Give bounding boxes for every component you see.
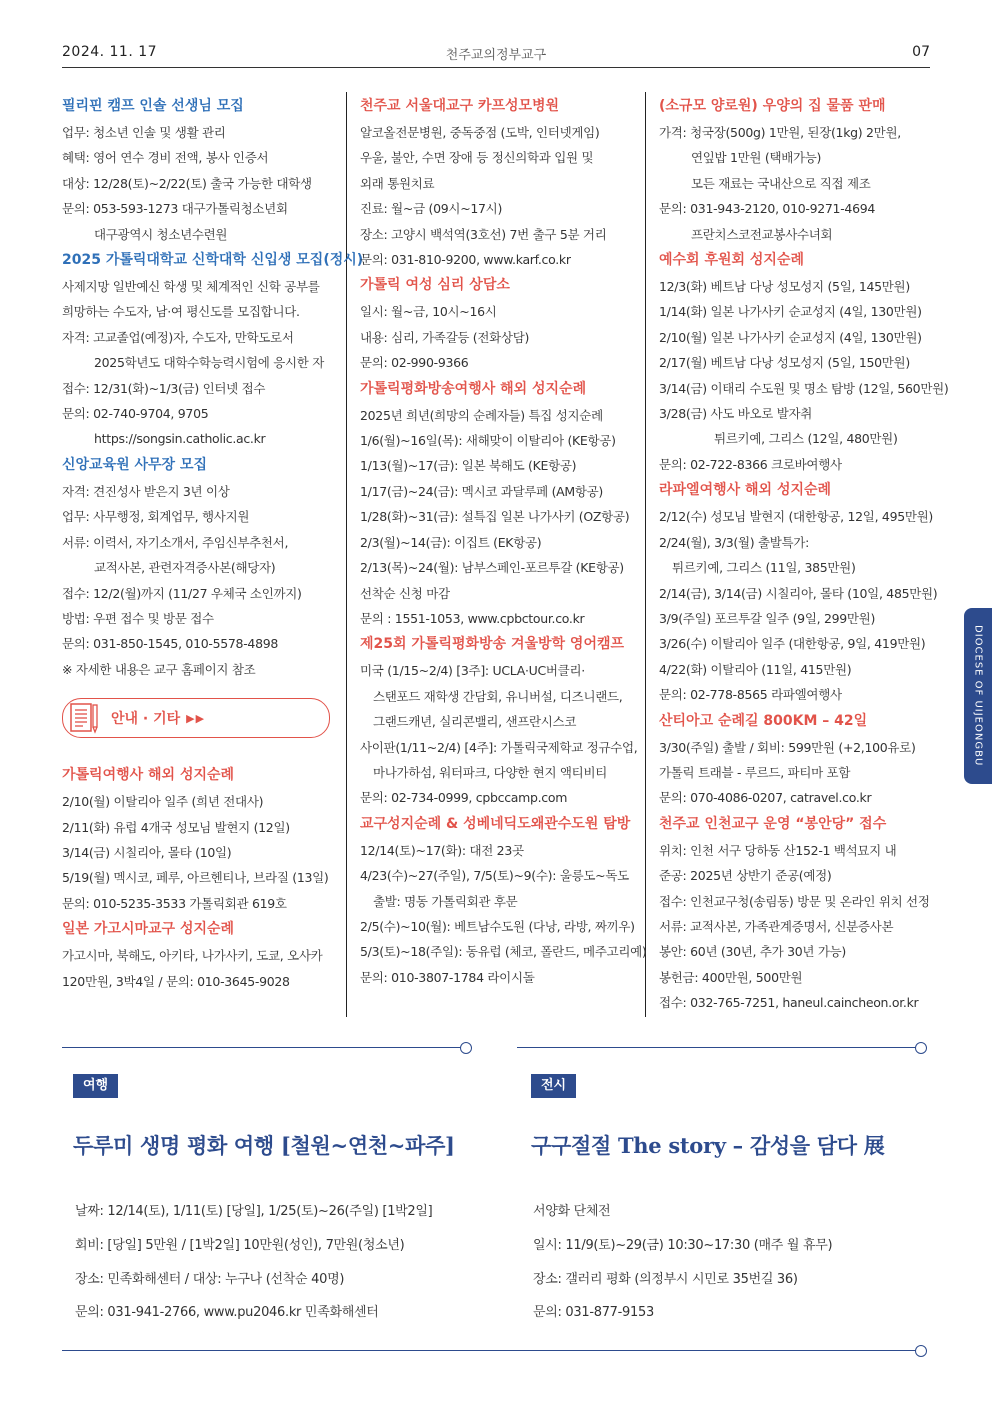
text-line: 서양화 단체전 xyxy=(533,1204,611,1219)
text-line: 사이판(1/11~2/4) [4주]: 가톨릭국제학교 정규수업, xyxy=(360,739,638,755)
text-line: 자격: 견진성사 받은지 3년 이상 xyxy=(62,483,230,499)
divider-dot xyxy=(915,1345,927,1357)
diocese-side-tab xyxy=(964,608,992,784)
text-line: 120만원, 3박4일 / 문의: 010-3645-9028 xyxy=(62,973,290,989)
section-seminary-admission xyxy=(62,249,364,452)
text-line: 3/30(주일) 출발 / 회비: 599만원 (+2,100유로) xyxy=(659,739,916,755)
text-line: 위치: 인천 서구 당하동 산152-1 백석묘지 내 xyxy=(659,842,897,858)
divider-dot xyxy=(915,1042,927,1054)
text-line: 연잎밥 1만원 (택배가능) xyxy=(691,150,822,166)
section-title: 가톨릭 여성 심리 상담소 xyxy=(360,277,510,294)
section-divider xyxy=(62,1047,462,1048)
section-title: 천주교 인천교구 운영 “봉안당” 접수 xyxy=(659,815,887,832)
text-line: 문의: 070-4086-0207, catravel.co.kr xyxy=(659,790,872,806)
section-kagoshima xyxy=(62,918,340,994)
text-line: 가격: 청국장(500g) 1만원, 된장(1kg) 2만원, xyxy=(659,125,901,140)
issue-date: 2024. 11. 17 xyxy=(62,44,158,60)
text-line: 1/17(금)~24(금): 멕시코 과달루페 (AM항공) xyxy=(360,483,604,499)
text-line: 12/3(화) 베트남 다낭 성모성지 (5일, 145만원) xyxy=(659,279,910,295)
section-title: 천주교 서울대교구 카프성모병원 xyxy=(360,98,560,114)
text-line: 미국 (1/15~2/4) [3주]: UCLA·UC버클리· xyxy=(360,663,585,679)
text-line: 선착순 신청 마감 xyxy=(360,585,450,601)
section-english-camp xyxy=(360,633,636,810)
text-line: 업무: 사무행정, 회계업무, 행사지원 xyxy=(62,509,250,525)
text-line: 문의: 010-3807-1784 라이시돌 xyxy=(360,969,535,985)
text-line: 서류: 교적사본, 가족관계증명서, 신분증사본 xyxy=(659,918,894,934)
text-line: 대구광역시 청소년수련원 xyxy=(94,226,228,242)
text-line: 문의: 02-778-8565 라파엘여행사 xyxy=(659,687,842,703)
text-line: 2025년 희년(희망의 순례자들) 특집 성지순례 xyxy=(360,407,603,423)
text-line: 그랜드캐년, 실리콘밸리, 샌프란시스코 xyxy=(373,714,577,730)
text-line: ※ 자세한 내용은 교구 홈페이지 참조 xyxy=(62,661,256,677)
section-counseling xyxy=(360,274,636,375)
section-title: 신앙교육원 사무장 모집 xyxy=(62,456,207,473)
text-line: 자격: 고교졸업(예정)자, 수도자, 만학도로서 xyxy=(62,329,294,345)
text-line: 문의 : 1551-1053, www.cpbctour.co.kr xyxy=(360,610,585,626)
text-line: 문의: 053-593-1273 대구가톨릭청소년회 xyxy=(62,201,288,217)
publication-title: 천주교의정부교구 xyxy=(445,48,547,63)
text-line: 가톨릭 트래블 - 루르드, 파티마 포함 xyxy=(659,764,851,780)
document-icon xyxy=(65,699,103,737)
exhibit-title: 구구절절 The story – 감성을 담다 展 xyxy=(531,1133,885,1158)
text-line: 봉안: 60년 (30년, 추가 30년 가능) xyxy=(659,944,846,960)
divider-dot xyxy=(460,1042,472,1054)
text-line: 문의: 031-941-2766, www.pu2046.kr 민족화해센터 xyxy=(75,1305,379,1320)
text-line: 대상: 12/28(토)~2/22(토) 출국 가능한 대학생 xyxy=(62,175,312,191)
text-line: 3/26(수) 이탈리아 일주 (대한항공, 9일, 419만원) xyxy=(659,636,926,652)
section-title: 교구성지순례 & 성베네딕도왜관수도원 탐방 xyxy=(360,815,631,832)
text-line: 알코올전문병원, 중독중점 (도박, 인터넷게임) xyxy=(360,125,600,140)
text-line: 2/24(월), 3/3(월) 출발특가: xyxy=(659,534,809,550)
text-line: 1/28(화)~31(금): 설특집 일본 나가사키 (OZ항공) xyxy=(360,509,630,525)
text-line: 2/11(화) 유럽 4개국 성모님 발현지 (12일) xyxy=(62,819,290,835)
section-raphael-travel xyxy=(659,479,937,707)
text-line: 교적사본, 관련자격증사본(해당자) xyxy=(94,560,276,576)
notice-banner xyxy=(62,698,330,738)
text-line: 접수: 12/31(화)~1/3(금) 인터넷 접수 xyxy=(62,380,266,396)
notice-label: 안내 · 기타 xyxy=(111,711,181,728)
text-line: 문의: 02-722-8366 크로바여행사 xyxy=(659,456,842,472)
section-faith-education xyxy=(62,454,340,682)
travel-title: 두루미 생명 평화 여행 [철원~연천~파주] xyxy=(73,1133,455,1158)
text-line: 튀르키예, 그리스 (11일, 385만원) xyxy=(672,560,856,576)
text-line: 장소: 민족화해센터 / 대상: 누구나 (선착순 40명) xyxy=(75,1272,345,1287)
text-line: 4/23(수)~27(주일), 7/5(토)~9(수): 울릉도~독도 xyxy=(360,868,629,884)
page-number: 07 xyxy=(912,44,930,60)
text-line: 접수: 인천교구청(송림동) 방문 및 온라인 위치 선정 xyxy=(659,893,930,909)
text-line: 날짜: 12/14(토), 1/11(토) [당일], 1/25(토)~26(주일) [1박2일] xyxy=(75,1204,433,1219)
section-jesuit-pilgrimage xyxy=(659,249,949,477)
text-line: 1/6(월)~16일(목): 새해맞이 이탈리아 (KE항공) xyxy=(360,433,616,449)
text-line: 봉헌금: 400만원, 500만원 xyxy=(659,969,803,985)
section-santiago xyxy=(659,710,937,811)
footer-divider xyxy=(62,1350,916,1351)
text-line: 업무: 청소년 인솔 및 생활 관리 xyxy=(62,125,226,140)
section-title: 라파엘여행사 해외 성지순례 xyxy=(659,482,832,499)
header-rule xyxy=(62,67,930,68)
text-line: 우울, 불안, 수면 장애 등 정신의학과 입원 및 xyxy=(360,150,594,166)
text-line: 2/10(월) 이탈리아 일주 (희년 전대사) xyxy=(62,794,264,810)
text-line: 2/14(금), 3/14(금) 시칠리아, 몰타 (10일, 485만원) xyxy=(659,585,938,601)
section-incheon-columbarium xyxy=(659,813,937,1016)
text-line: 장소: 갤러리 평화 (의정부시 시민로 35번길 36) xyxy=(533,1272,798,1287)
section-philippine-camp xyxy=(62,95,340,247)
text-line: 희망하는 수도자, 남·여 평신도를 모집합니다. xyxy=(62,304,300,320)
section-title: 가톨릭평화방송여행사 해외 성지순례 xyxy=(360,380,587,397)
website-link[interactable]: https://songsin.catholic.ac.kr xyxy=(94,431,266,447)
text-line: 마나가하섬, 워터파크, 다양한 현지 액티비티 xyxy=(373,764,607,780)
section-karf-hospital xyxy=(360,95,636,272)
text-line: 2/13(목)~24(월): 남부스페인-포르투갈 (KE항공) xyxy=(360,560,624,576)
text-line: 3/14(금) 시칠리아, 몰타 (10일) xyxy=(62,844,232,860)
text-line: 문의: 031-877-9153 xyxy=(533,1305,654,1320)
text-line: 혜택: 영어 연수 경비 전액, 봉사 인증서 xyxy=(62,150,269,166)
text-line: 준공: 2025년 상반기 준공(예정) xyxy=(659,868,832,884)
text-line: 1/14(화) 일본 나가사키 순교성지 (4일, 130만원) xyxy=(659,304,922,320)
text-line: 2/10(월) 일본 나가사키 순교성지 (4일, 130만원) xyxy=(659,329,922,345)
text-line: 2/5(수)~10(월): 베트남수도원 (다낭, 라방, 짜끼우) xyxy=(360,918,635,934)
section-title: 산티아고 순례길 800KM – 42일 xyxy=(659,712,868,729)
category-badge-exhibit: 전시 xyxy=(531,1074,576,1098)
text-line: 장소: 고양시 백석역(3호선) 7번 출구 5분 거리 xyxy=(360,226,607,242)
text-line: 튀르키예, 그리스 (12일, 480만원) xyxy=(714,431,898,447)
section-divider xyxy=(517,1047,917,1048)
text-line: 문의: 010-5235-3533 가톨릭회관 619호 xyxy=(62,895,287,911)
text-line: 3/14(금) 이태리 수도원 및 명소 탐방 (12일, 560만원) xyxy=(659,380,949,396)
text-line: 1/13(월)~17(금): 일본 북해도 (KE항공) xyxy=(360,458,577,474)
category-badge-travel: 여행 xyxy=(73,1074,118,1098)
text-line: 일시: 11/9(토)~29(금) 10:30~17:30 (매주 월 휴무) xyxy=(533,1238,833,1253)
text-line: 사제지망 일반예신 학생 및 체계적인 신학 공부를 xyxy=(62,279,320,295)
section-title: 가톨릭여행사 해외 성지순례 xyxy=(62,767,235,784)
text-line: 모든 재료는 국내산으로 직접 제조 xyxy=(691,175,871,191)
text-line: 문의: 031-943-2120, 010-9271-4694 xyxy=(659,201,876,217)
text-line: 가고시마, 북해도, 아키타, 나가사키, 도쿄, 오사카 xyxy=(62,948,323,964)
text-line: 2/17(월) 베트남 다낭 성모성지 (5일, 150만원) xyxy=(659,355,910,371)
section-diocese-pilgrimage xyxy=(360,813,647,990)
text-line: 문의: 02-740-9704, 9705 xyxy=(62,406,209,422)
section-title: 일본 가고시마교구 성지순례 xyxy=(62,921,235,938)
text-line: 3/28(금) 사도 바오로 발자취 xyxy=(659,406,813,422)
text-line: 서류: 이력서, 자기소개서, 주임신부추천서, xyxy=(62,534,289,550)
text-line: 3/9(주일) 포르투갈 일주 (9일, 299만원) xyxy=(659,610,876,626)
text-line: 문의: 02-734-0999, cpbccamp.com xyxy=(360,790,568,806)
text-line: 내용: 심리, 가족갈등 (전화상담) xyxy=(360,329,530,345)
column-1 xyxy=(62,95,364,996)
section-title: 2025 가톨릭대학교 신학대학 신입생 모집(정시) xyxy=(62,252,364,269)
arrow-icon: ▶▶ xyxy=(186,711,206,725)
section-title: 필리핀 캠프 인솔 선생님 모집 xyxy=(62,98,244,114)
page-header xyxy=(62,44,930,66)
text-line: 문의: 031-850-1545, 010-5578-4898 xyxy=(62,636,279,652)
section-title: 예수회 후원회 성지순례 xyxy=(659,252,804,269)
text-line: 5/19(월) 멕시코, 페루, 아르헨티나, 브라질 (13일) xyxy=(62,870,329,886)
column-divider xyxy=(645,92,646,1017)
section-title: 제25회 가톨릭평화방송 겨울방학 영어캠프 xyxy=(360,636,625,653)
section-cpbc-tour xyxy=(360,378,636,632)
section-title: (소규모 양로원) 우양의 집 물품 판매 xyxy=(659,98,886,114)
column-divider xyxy=(346,92,347,1017)
text-line: 프란치스코전교봉사수녀회 xyxy=(691,226,833,242)
text-line: 방법: 우편 접수 및 방문 접수 xyxy=(62,610,214,626)
section-catholic-travel xyxy=(62,764,340,916)
text-line: 진료: 월~금 (09시~17시) xyxy=(360,201,503,217)
text-line: 일시: 월~금, 10시~16시 xyxy=(360,304,497,320)
text-line: 스탠포드 재학생 간담회, 유니버설, 디즈니랜드, xyxy=(373,688,623,704)
text-line: 4/22(화) 이탈리아 (11일, 415만원) xyxy=(659,661,852,677)
text-line: 외래 통원치료 xyxy=(360,175,435,191)
section-uyang-house xyxy=(659,95,937,247)
text-line: 출발: 명동 가톨릭회관 후문 xyxy=(373,893,518,909)
text-line: 접수: 12/2(월)까지 (11/27 우체국 소인까지) xyxy=(62,585,302,601)
text-line: 12/14(토)~17(화): 대전 23곳 xyxy=(360,842,524,858)
text-line: 접수: 032-765-7251, haneul.caincheon.or.kr xyxy=(659,995,919,1011)
text-line: 문의: 031-810-9200, www.karf.co.kr xyxy=(360,252,571,268)
text-line: 2/3(월)~14(금): 이집트 (EK항공) xyxy=(360,534,542,550)
column-2 xyxy=(360,95,647,992)
text-line: 문의: 02-990-9366 xyxy=(360,355,469,371)
text-line: 5/3(토)~18(주일): 동유럽 (체코, 폴란드, 메주고리예) xyxy=(360,944,647,960)
text-line: 2025학년도 대학수학능력시험에 응시한 자 xyxy=(94,355,325,371)
side-tab-label: DIOCESE OF UIJEONGBU xyxy=(972,625,984,767)
text-line: 회비: [당일] 5만원 / [1박2일] 10만원(성인), 7만원(청소년) xyxy=(75,1238,405,1253)
column-3 xyxy=(659,95,949,1018)
text-line: 2/12(수) 성모님 발현지 (대한항공, 12일, 495만원) xyxy=(659,509,934,525)
